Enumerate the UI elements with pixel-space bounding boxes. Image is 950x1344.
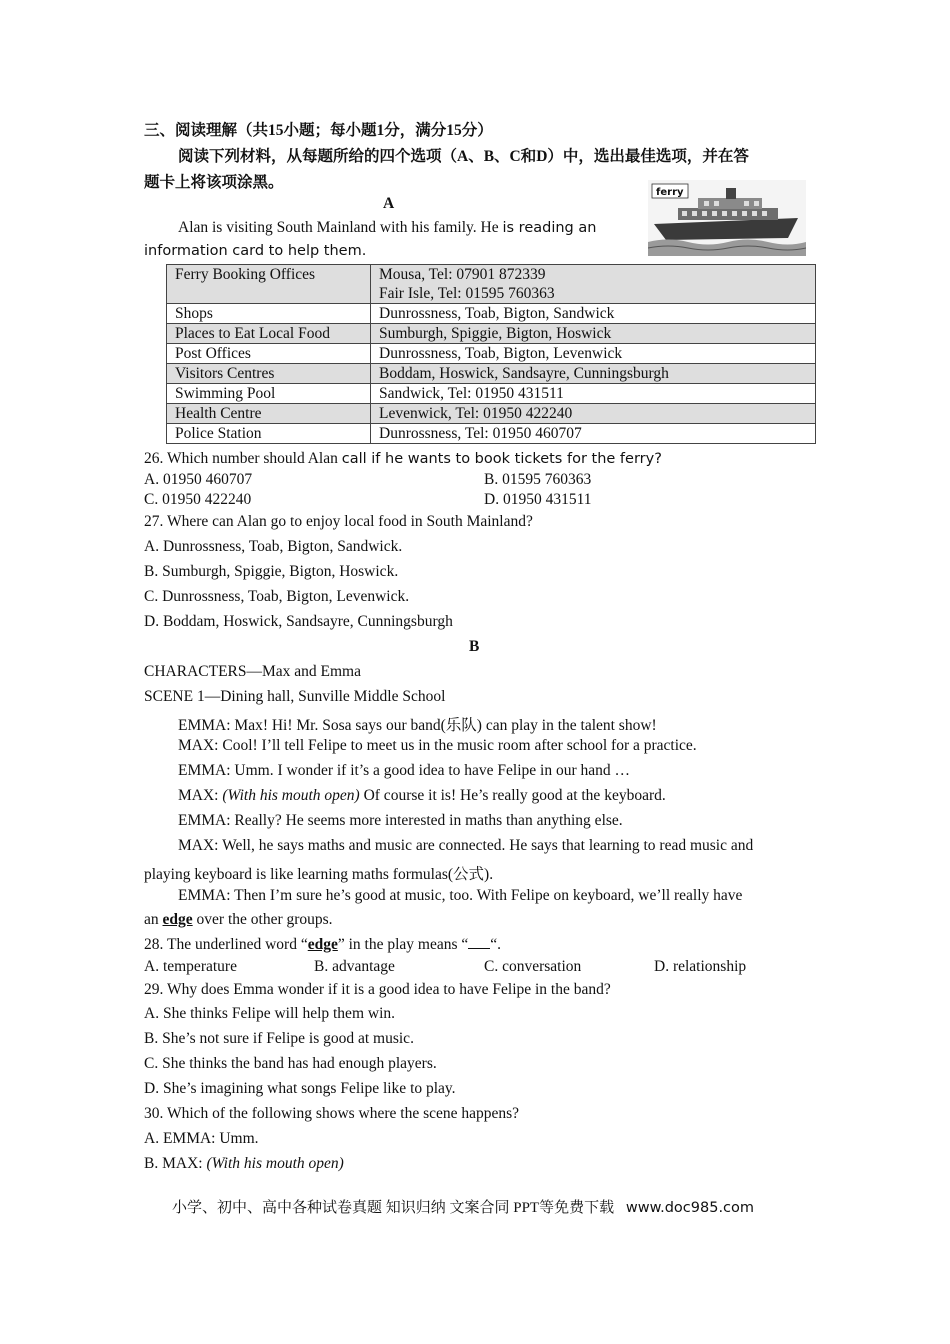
- section-heading: 三、阅读理解（共15小题；每小题1分，满分15分）: [144, 122, 493, 139]
- dialogue-line-6b: playing keyboard is like learning maths formulas(公式).: [144, 866, 494, 883]
- table-cell-info: [371, 265, 816, 304]
- q29-option-d: D. She’s imagining what songs Felipe like to play.: [144, 1080, 456, 1097]
- stage-direction: (With his mouth open): [222, 787, 360, 804]
- q27-option-b: B. Sumburgh, Spiggie, Bigton, Hoswick.: [144, 563, 399, 580]
- q26-stem-serif: 26. Which number should Alan: [144, 450, 338, 467]
- passage-a-label: A: [383, 195, 395, 212]
- table-cell-info-line: Fair Isle, Tel: 01595 760363: [379, 285, 555, 302]
- dialogue-line-7a: EMMA: Then I’m sure he’s good at music, too. With Felipe on keyboard, we’ll really have: [178, 887, 743, 904]
- table-cell-info: Dunrossness, Tel: 01950 460707: [371, 424, 816, 444]
- scene-line: SCENE 1—Dining hall, Sunville Middle School: [144, 688, 446, 705]
- table-cell-place: Shops: [167, 304, 371, 324]
- passage-a-intro-line-1: [178, 219, 596, 237]
- q26-option-c: C. 01950 422240: [144, 491, 252, 508]
- table-cell-place: Visitors Centres: [167, 364, 371, 384]
- passage-a-intro-line-2: information card to help them.: [144, 243, 367, 259]
- q28-stem: [144, 936, 501, 954]
- q28-option-b: B. advantage: [314, 958, 395, 975]
- q29-option-c: C. She thinks the band has had enough players.: [144, 1055, 437, 1072]
- dialogue-line-1: EMMA: Max! Hi! Mr. Sosa says our band(乐队) can play in the talent show!: [178, 717, 657, 734]
- table-row: [167, 265, 816, 304]
- table-cell-place: Swimming Pool: [167, 384, 371, 404]
- q27-option-a: A. Dunrossness, Toab, Bigton, Sandwick.: [144, 538, 403, 555]
- q30-option-b-text: B. MAX:: [144, 1155, 203, 1172]
- instructions-line-2: 题卡上将该项涂黑。: [144, 174, 284, 191]
- q30-option-a: A. EMMA: Umm.: [144, 1130, 259, 1147]
- dialogue-line-5: EMMA: Really? He seems more interested in maths than anything else.: [178, 812, 623, 829]
- q26-option-a: A. 01950 460707: [144, 471, 253, 488]
- table-cell-place: Post Offices: [167, 344, 371, 364]
- ferry-icon: [648, 180, 806, 256]
- passage-b-label: B: [469, 638, 480, 655]
- table-cell-place: Police Station: [167, 424, 371, 444]
- footer: [172, 1196, 754, 1217]
- q28-option-d: D. relationship: [654, 958, 747, 975]
- underlined-word: edge: [307, 936, 338, 953]
- q28-option-c: C. conversation: [484, 958, 582, 975]
- dialogue-line-7b: [144, 911, 333, 929]
- table-cell-info: Sumburgh, Spiggie, Bigton, Hoswick: [371, 324, 816, 344]
- table-cell-info-line: Mousa, Tel: 07901 872339: [379, 266, 546, 283]
- table-cell-place: Places to Eat Local Food: [167, 324, 371, 344]
- dialogue-line-6a: MAX: Well, he says maths and music are connected. He says that learning to read music and: [178, 837, 754, 854]
- q26-option-d: D. 01950 431511: [484, 491, 592, 508]
- info-card-table: [166, 264, 816, 444]
- q27-stem: 27. Where can Alan go to enjoy local food in South Mainland?: [144, 513, 533, 530]
- q28-stem-text: ” in the play means “: [337, 936, 469, 953]
- q28-stem-text: 28. The underlined word “: [144, 936, 308, 953]
- dialogue-text: over the other groups.: [196, 911, 333, 928]
- instructions-line-1: 阅读下列材料，从每题所给的四个选项（A、B、C和D）中，选出最佳选项，并在答: [178, 148, 749, 165]
- q27-option-d: D. Boddam, Hoswick, Sandsayre, Cunningsburgh: [144, 613, 453, 630]
- dialogue-line-2: MAX: Cool! I’ll tell Felipe to meet us in the music room after school for a practice.: [178, 737, 697, 754]
- intro-serif: Alan is visiting South Mainland with his family. He: [178, 219, 499, 236]
- dialogue-text: an: [144, 911, 159, 928]
- dialogue-line-3: EMMA: Umm. I wonder if it’s a good idea to have Felipe in our hand …: [178, 762, 631, 779]
- dialogue-text: Of course it is! He’s really good at the keyboard.: [363, 787, 666, 804]
- table-row: [167, 424, 816, 444]
- q29-option-b: B. She’s not sure if Felipe is good at music.: [144, 1030, 414, 1047]
- stage-direction: (With his mouth open): [206, 1155, 344, 1172]
- table-cell-info: Boddam, Hoswick, Sandsayre, Cunningsburgh: [371, 364, 816, 384]
- ferry-caption: ferry: [656, 187, 684, 198]
- table-row: [167, 324, 816, 344]
- q29-stem: 29. Why does Emma wonder if it is a good idea to have Felipe in the band?: [144, 981, 611, 998]
- q30-option-b: [144, 1155, 344, 1173]
- q28-option-a: A. temperature: [144, 958, 237, 975]
- q29-option-a: A. She thinks Felipe will help them win.: [144, 1005, 395, 1022]
- table-row: [167, 384, 816, 404]
- q28-stem-text: “.: [490, 936, 502, 953]
- q26-stem: [144, 450, 662, 468]
- intro-sans: is reading an: [502, 220, 597, 236]
- underlined-word: edge: [162, 911, 193, 928]
- ferry-image: [648, 180, 806, 256]
- dialogue-speaker: MAX:: [178, 787, 219, 804]
- table-cell-place: Health Centre: [167, 404, 371, 424]
- table-row: [167, 364, 816, 384]
- table-cell-place: Ferry Booking Offices: [167, 265, 371, 304]
- table-row: [167, 304, 816, 324]
- q30-stem: 30. Which of the following shows where the scene happens?: [144, 1105, 520, 1122]
- q27-option-c: C. Dunrossness, Toab, Bigton, Levenwick.: [144, 588, 410, 605]
- dialogue-line-4: [178, 787, 666, 805]
- table-row: [167, 344, 816, 364]
- footer-text: 小学、初中、高中各种试卷真题 知识归纳 文案合同 PPT等免费下载: [172, 1200, 615, 1216]
- table-cell-info: Dunrossness, Toab, Bigton, Levenwick: [371, 344, 816, 364]
- table-cell-info: Dunrossness, Toab, Bigton, Sandwick: [371, 304, 816, 324]
- table-cell-info: Levenwick, Tel: 01950 422240: [371, 404, 816, 424]
- answer-blank: [468, 936, 490, 949]
- characters-line: CHARACTERS—Max and Emma: [144, 663, 361, 680]
- table-cell-info: Sandwick, Tel: 01950 431511: [371, 384, 816, 404]
- q26-stem-sans: call if he wants to book tickets for the ferry?: [341, 451, 662, 467]
- table-row: [167, 404, 816, 424]
- q26-option-b: B. 01595 760363: [484, 471, 592, 488]
- footer-url[interactable]: www.doc985.com: [625, 1200, 755, 1216]
